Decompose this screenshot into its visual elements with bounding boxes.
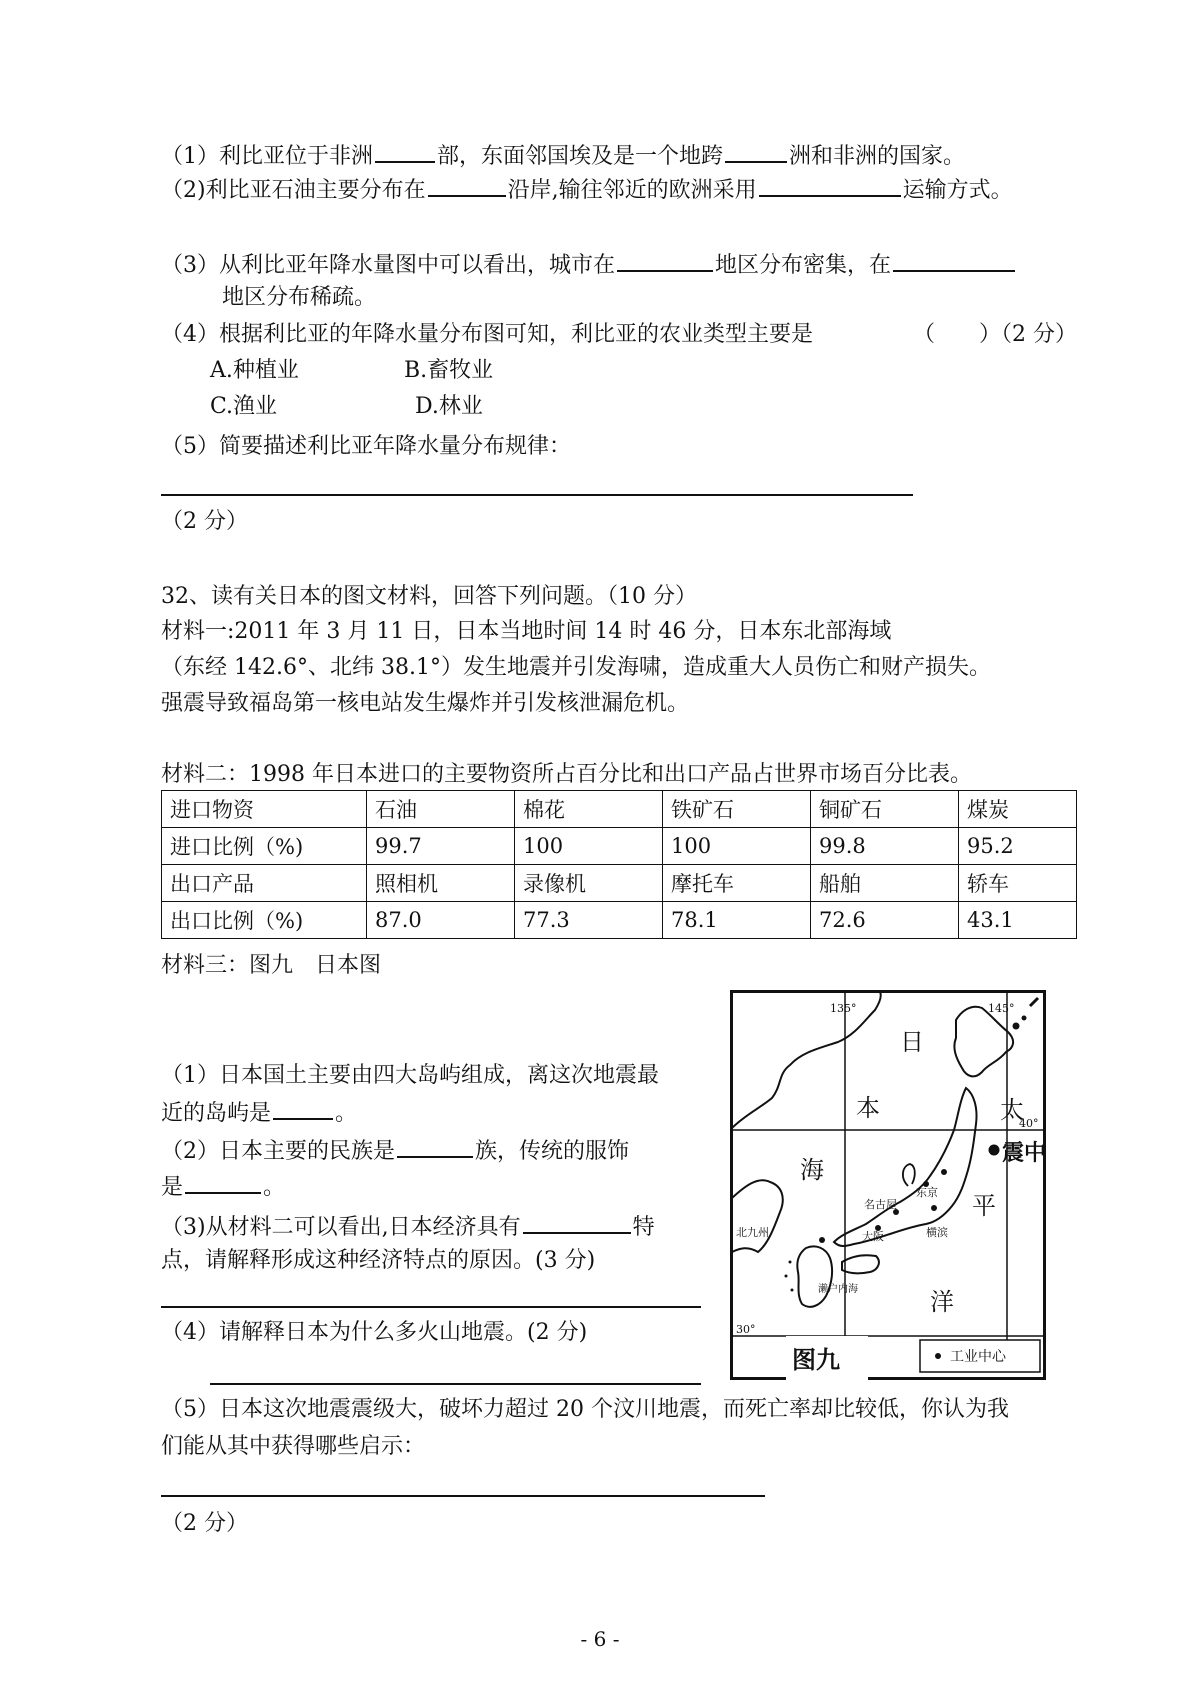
table-cell: 进口物资 <box>162 791 367 828</box>
japan-q3-line2: 点，请解释形成这种经济特点的原因。(3 分) <box>161 1248 596 1273</box>
japan-map <box>730 990 1046 1380</box>
table-cell: 进口比例（%) <box>162 828 367 865</box>
material-3-caption: 材料三：图九 日本图 <box>161 953 382 978</box>
table-cell: 照相机 <box>367 865 515 902</box>
page-number: - 6 - <box>580 1627 620 1651</box>
japan-q3-line1: （3)从材料二可以看出,日本经济具有 特 <box>161 1210 655 1243</box>
table-cell: 船舶 <box>811 865 959 902</box>
answer-line[interactable] <box>210 1383 701 1385</box>
japan-q5-score: （2 分） <box>161 1511 248 1536</box>
table-cell: 录像机 <box>515 865 663 902</box>
table-cell: 出口比例（%) <box>162 902 367 939</box>
libya-q1: （1）利比亚位于非洲 部，东面邻国埃及是一个地跨 洲和非洲的国家。 <box>161 139 965 172</box>
sea-label-1: 日 <box>900 1028 924 1056</box>
answer-blank[interactable] <box>725 139 787 163</box>
japan-q1-line1: （1）日本国土主要由四大岛屿组成，离这次地震最 <box>161 1063 659 1088</box>
table-cell: 99.7 <box>367 828 515 865</box>
question-32-title: 32、读有关日本的图文材料，回答下列问题。（10 分） <box>161 584 697 609</box>
lat-label: 30° <box>736 1323 756 1336</box>
city-label: 东京 <box>916 1186 938 1199</box>
answer-line[interactable] <box>161 1306 701 1308</box>
lon-label: 145° <box>988 1002 1015 1015</box>
table-row <box>162 791 1077 828</box>
table-cell: 43.1 <box>959 902 1077 939</box>
answer-bracket[interactable]: （ ）（2 分） <box>913 322 1077 347</box>
table-cell: 99.8 <box>811 828 959 865</box>
city-label: 名古屋 <box>864 1198 897 1211</box>
table-cell: 棉花 <box>515 791 663 828</box>
japan-q1-line2: 近的岛屿是 。 <box>161 1096 357 1129</box>
japan-q2-line2: 是 。 <box>161 1170 285 1203</box>
map-caption: 图九 <box>792 1345 840 1374</box>
sea-label-3: 海 <box>800 1156 824 1184</box>
answer-blank[interactable] <box>893 248 1015 272</box>
answer-line[interactable] <box>161 494 913 496</box>
answer-line[interactable] <box>161 1495 765 1497</box>
japan-q5-line2: 们能从其中获得哪些启示： <box>161 1434 426 1459</box>
table-cell: 78.1 <box>663 902 811 939</box>
material-1-line3: 强震导致福岛第一核电站发生爆炸并引发核泄漏危机。 <box>161 691 690 716</box>
answer-blank[interactable] <box>273 1096 333 1120</box>
lat-label: 40° <box>1019 1117 1039 1130</box>
table-cell: 石油 <box>367 791 515 828</box>
libya-q5: （5）简要描述利比亚年降水量分布规律： <box>161 434 571 459</box>
japan-q4: （4）请解释日本为什么多火山地震。(2 分) <box>161 1320 588 1345</box>
legend-label: 工业中心 <box>950 1349 1006 1365</box>
table-cell: 摩托车 <box>663 865 811 902</box>
answer-blank[interactable] <box>397 1134 473 1158</box>
table-row <box>162 902 1077 939</box>
libya-q4-option-a[interactable]: A.种植业 <box>210 358 299 383</box>
table-cell: 铁矿石 <box>663 791 811 828</box>
city-label: 横滨 <box>926 1226 948 1239</box>
ocean-label-3: 洋 <box>930 1288 954 1316</box>
table-cell: 出口产品 <box>162 865 367 902</box>
table-cell: 100 <box>515 828 663 865</box>
answer-blank[interactable] <box>185 1170 261 1194</box>
table-cell: 铜矿石 <box>811 791 959 828</box>
libya-q2: （2)利比亚石油主要分布在 沿岸,输往邻近的欧洲采用 运输方式。 <box>161 173 1013 206</box>
japan-q2-line1: （2）日本主要的民族是 族，传统的服饰 <box>161 1134 629 1167</box>
table-cell: 87.0 <box>367 902 515 939</box>
answer-blank[interactable] <box>523 1210 631 1234</box>
libya-q5-score: （2 分） <box>161 509 248 534</box>
answer-blank[interactable] <box>759 173 901 197</box>
answer-blank[interactable] <box>428 173 506 197</box>
material-2-caption: 材料二：1998 年日本进口的主要物资所占百分比和出口产品占世界市场百分比表。 <box>161 762 972 787</box>
libya-q4: （4）根据利比亚的年降水量分布图可知，利比亚的农业类型主要是 （ ）（2 分） <box>161 320 1077 350</box>
city-label: 大阪 <box>862 1230 884 1243</box>
city-label: 濑户内海 <box>818 1284 858 1295</box>
table-cell: 95.2 <box>959 828 1077 865</box>
answer-blank[interactable] <box>617 248 713 272</box>
table-row <box>162 865 1077 902</box>
table-row <box>162 828 1077 865</box>
japan-q5-line1: （5）日本这次地震震级大，破坏力超过 20 个汶川地震，而死亡率却比较低，你认为我 <box>161 1397 1009 1422</box>
table-cell: 轿车 <box>959 865 1077 902</box>
libya-q3: （3）从利比亚年降水量图中可以看出，城市在 地区分布密集，在 <box>161 248 1017 281</box>
table-cell: 煤炭 <box>959 791 1077 828</box>
material-1-line2: （东经 142.6°、北纬 38.1°）发生地震并引发海啸，造成重大人员伤亡和财产损失。 <box>161 655 991 680</box>
epicenter-label: 震中 <box>1002 1140 1046 1166</box>
trade-table <box>161 790 1077 939</box>
material-1-line1: 材料一:2011 年 3 月 11 日，日本当地时间 14 时 46 分，日本东北部海域 <box>161 619 892 644</box>
table-cell: 100 <box>663 828 811 865</box>
ocean-label-1: 太 <box>1000 1096 1024 1124</box>
lon-label: 135° <box>830 1002 857 1015</box>
city-label: 北九州 <box>736 1226 769 1239</box>
libya-q4-option-b[interactable]: B.畜牧业 <box>404 358 494 383</box>
table-cell: 72.6 <box>811 902 959 939</box>
libya-q3-line2: 地区分布稀疏。 <box>222 285 377 310</box>
answer-blank[interactable] <box>375 139 435 163</box>
ocean-label-2: 平 <box>972 1192 996 1220</box>
libya-q4-option-c[interactable]: C.渔业 <box>210 394 278 419</box>
table-cell: 77.3 <box>515 902 663 939</box>
sea-label-2: 本 <box>856 1094 880 1122</box>
libya-q4-option-d[interactable]: D.林业 <box>415 394 483 419</box>
